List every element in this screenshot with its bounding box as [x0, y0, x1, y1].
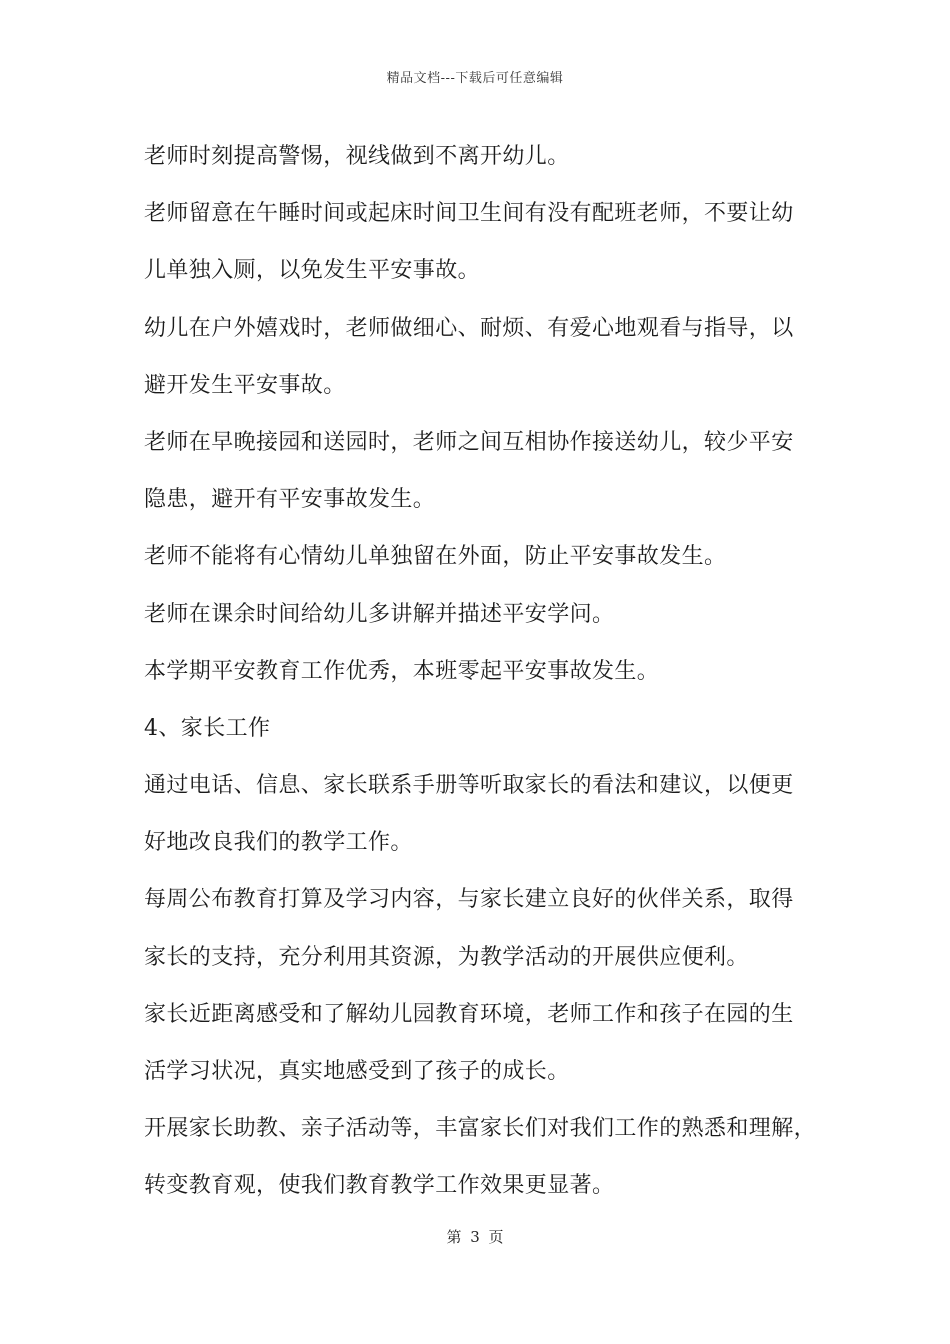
text-line: 儿单独入厕，以免发生平安事故。: [144, 258, 481, 284]
text-line: 每周公布教育打算及学习内容，与家长建立良好的伙伴关系，取得: [144, 887, 794, 913]
text-line: 幼儿在户外嬉戏时，老师做细心、耐烦、有爱心地观看与指导，以: [144, 315, 794, 341]
text-line: 老师在早晚接园和送园时，老师之间互相协作接送幼儿，较少平安: [144, 429, 794, 455]
text-line: 避开发生平安事故。: [144, 372, 346, 398]
text-line: 隐患，避开有平安事故发生。: [144, 487, 436, 513]
text-line: 老师在课余时间给幼儿多讲解并描述平安学问。: [144, 601, 615, 627]
page-number: 第 3 页: [446, 1228, 504, 1246]
text-line: 老师留意在午睡时间或起床时间卫生间有没有配班老师，不要让幼: [144, 201, 794, 227]
text-line: 老师不能将有心情幼儿单独留在外面，防止平安事故发生。: [144, 544, 727, 570]
text-line: 好地改良我们的教学工作。: [144, 830, 413, 856]
text-line: 老师时刻提高警惕，视线做到不离开幼儿。: [144, 144, 570, 169]
text-line: 通过电话、信息、家长联系手册等听取家长的看法和建议，以便更: [144, 773, 794, 799]
section-heading: 4、家长工作: [144, 715, 271, 741]
text-line: 开展家长助教、亲子活动等，丰富家长们对我们工作的熟悉和理解，: [144, 1116, 817, 1142]
document-body: [144, 128, 844, 1215]
text-line: 家长的支持，充分利用其资源，为教学活动的开展供应便利。: [144, 944, 749, 970]
text-line: 转变教育观，使我们教育教学工作效果更显著。: [144, 1173, 615, 1199]
text-line: 活学习状况，真实地感受到了孩子的成长。: [144, 1059, 570, 1084]
text-line: 本学期平安教育工作优秀，本班零起平安事故发生。: [144, 658, 660, 684]
text-line: 家长近距离感受和了解幼儿园教育环境，老师工作和孩子在园的生: [144, 1001, 794, 1027]
page-header: 精品文档---下载后可任意编辑: [386, 71, 564, 86]
